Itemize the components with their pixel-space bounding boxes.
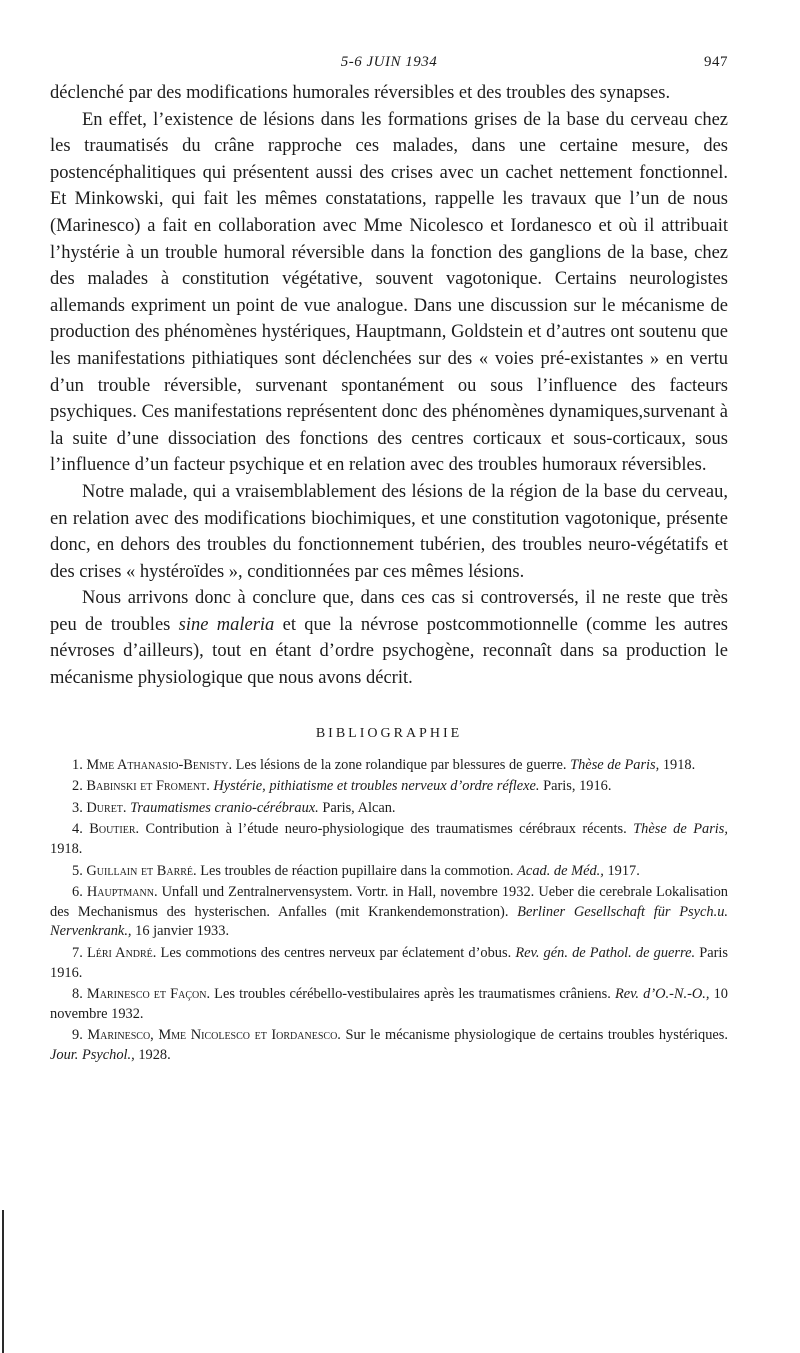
paragraph-2: En effet, l’existence de lésions dans les formations grises de la base du cerveau chez les traumatisés du crâne rapproche ces malades, dans une certaine mesure, des postencéphalitiques qui présentent aussi des crises avec un cachet nettement fonctionnel. Et Minkowski, qui fait les mêmes constatations, rappelle les travaux que l’un de nous (Marinesco) a fait en collaboration avec Mme Nicolesco et Iordanesco et où il attribuait l’hystérie à un trouble humoral réversible dans la fonction des ganglions de la base, chez des malades à constitution végétative, souvent vagotonique. Certains neurologistes allemands expriment un point de vue analogue. Dans une discussion sur le mécanisme de production des phénomènes hystériques, Hauptmann, Goldstein et d’autres ont soutenu que les manifestations pithiatiques sont déclenchées sur des « voies pré-existantes » en vertu d’un trouble réversible, survenant spontanément ou sous l’influence des facteurs psychiques. Ces manifestations représentent donc des phénomènes dynamiques,survenant à la suite d’une dissociation des fonctions des centres corticaux et sous-corticaux, sous l’influence d’un facteur psychique et en relation avec des troubles humoraux réversibles. (50, 109, 728, 476)
bibliography-entry (50, 820, 728, 859)
entry-author: Léri André. (86, 945, 157, 961)
entry-text: Contribution à l’étude neuro-physiologique des traumatismes cérébraux récents. (139, 821, 634, 838)
margin-rule (2, 1210, 4, 1353)
page-number: 947 (704, 54, 728, 70)
header-date: 5-6 JUIN 1934 (340, 54, 438, 70)
entry-number: 4. (72, 821, 83, 838)
entry-text: Les commotions des centres nerveux par éclatement d’obus. (156, 945, 516, 961)
entry-number: 7. (72, 945, 83, 961)
entry-italic: Thèse de Paris, (633, 821, 728, 838)
entry-italic: Thèse de Paris, (570, 756, 660, 773)
bibliography-title: BIBLIOGRAPHIE (315, 725, 463, 741)
entry-tail: 16 janvier 1933. (131, 923, 230, 940)
bibliography-entry (50, 862, 728, 882)
entry-author: Duret. (86, 799, 127, 816)
entry-italic: Rev. gén. de Pathol. de guerre. (515, 945, 696, 961)
paragraph-4-part-a: Nous arrivons donc à conclure que, dans ces cas si controversés, il ne reste que très peu de troubles (50, 588, 728, 635)
entry-text: Les troubles cérébello-vestibulaires après les traumatismes crâniens. (210, 986, 615, 1003)
entry-number: 1. (72, 756, 83, 773)
running-header (50, 54, 728, 80)
entry-italic: Traumatismes cranio-cérébraux. (130, 799, 319, 816)
document-page (50, 54, 728, 1068)
entry-tail: 10 novembre 1932. (50, 986, 728, 1022)
body-text (50, 80, 728, 692)
bibliography-entry (50, 756, 728, 776)
entry-italic: Berliner Gesellschaft für Psych.u. Nervenkrank., (50, 903, 728, 940)
entry-tail: 1928. (134, 1046, 171, 1063)
entry-italic: Jour. Psychol., (50, 1046, 135, 1063)
entry-italic: Hystérie, pithiatisme et troubles nerveux d’ordre réflexe. (213, 778, 540, 795)
entry-number: 5. (72, 862, 83, 879)
bibliography-entry (50, 944, 728, 983)
entry-author: Marinesco, Mme Nicolesco et Iordanesco. (87, 1027, 341, 1044)
entry-number: 2. (72, 778, 83, 795)
entry-tail: 1918. (50, 841, 83, 858)
paragraph-4-part-c: et que la névrose postcommotionnelle (comme les autres névroses d’ailleurs), tout en étant d’ordre psychogène, reconnaît dans sa production le mécanisme physiologique que nous avons décrit. (50, 614, 728, 689)
bibliography-entry (50, 799, 728, 819)
bibliography-entry (50, 1026, 728, 1065)
entry-tail: Paris 1916. (50, 945, 728, 981)
entry-text: Les lésions de la zone rolandique par blessures de guerre. (232, 756, 571, 773)
entry-italic: Acad. de Méd., (517, 862, 604, 879)
entry-tail: Paris, 1916. (539, 778, 612, 795)
entry-number: 3. (72, 799, 83, 816)
bibliography-entry (50, 985, 728, 1024)
entry-number: 8. (72, 986, 83, 1003)
entry-tail: Paris, Alcan. (318, 799, 396, 816)
entry-text: Les troubles de réaction pupillaire dans la commotion. (196, 862, 518, 879)
bibliography-entry (50, 777, 728, 797)
paragraph-4-italic: sine maleria (178, 614, 275, 635)
bibliography-entry (50, 883, 728, 942)
bibliography-list (50, 756, 728, 1066)
entry-number: 9. (72, 1027, 83, 1044)
paragraph-3: Notre malade, qui a vraisemblablement des lésions de la région de la base du cerveau, en relation avec des modifications biochimiques, et une constitution vagotonique, présente donc, en dehors des troubles du fonctionnement tubérien, des troubles neuro-végétatifs et des crises « hystéroïdes », conditionnées par ces mêmes lésions. (50, 481, 728, 582)
entry-author: Guillain et Barré. (86, 862, 197, 879)
entry-author: Hauptmann. (86, 884, 158, 901)
entry-author: Boutier. (89, 821, 140, 838)
entry-author: Mme Athanasio-Benisty. (86, 756, 233, 773)
entry-italic: Rev. d’O.-N.-O., (614, 986, 710, 1003)
paragraph-1: déclenché par des modifications humorales réversibles et des troubles des synapses. (50, 83, 671, 103)
entry-author: Babinski et Froment. (86, 778, 210, 795)
entry-number: 6. (72, 884, 83, 901)
entry-tail: 1918. (659, 756, 696, 773)
entry-text: Unfall und Zentralnervensystem. Vortr. in Hall, novembre 1932. Ueber die cerebrale Lokalisation des Mechanismus des hysterischen. Anfalles (mit Krankendemonstration). (50, 884, 728, 920)
entry-tail: 1917. (603, 862, 640, 879)
entry-author: Marinesco et Façon. (86, 986, 211, 1003)
entry-text: Sur le mécanisme physiologique de certains troubles hystériques. (340, 1027, 728, 1044)
paragraph-4 (50, 585, 728, 691)
